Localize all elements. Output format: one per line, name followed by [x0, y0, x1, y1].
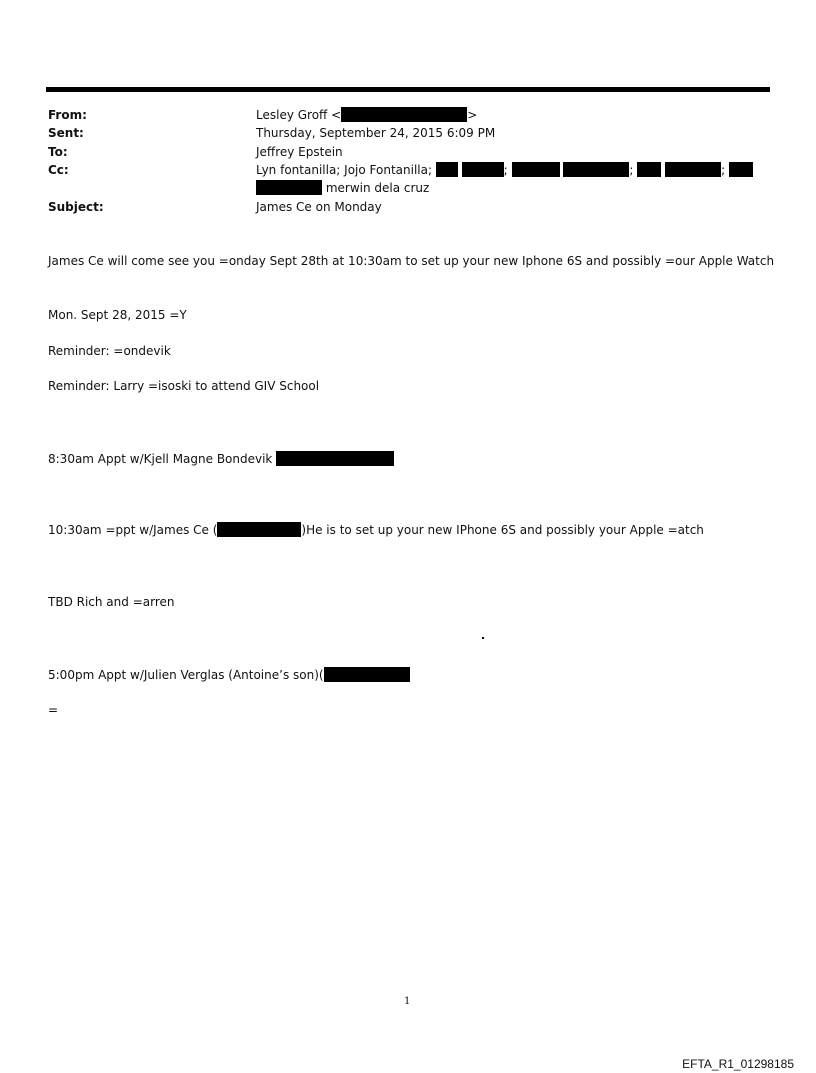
stray-dot — [482, 637, 484, 639]
redaction-block — [324, 667, 410, 682]
redaction-block — [341, 107, 467, 122]
redaction-block — [512, 162, 560, 177]
redaction-block — [637, 162, 661, 177]
redaction-block — [563, 162, 629, 177]
body-intro: James Ce will come see you =onday Sept 28th at 10:30am to set up your new Iphone 6S and possibly =our Apple Watch — [48, 254, 775, 268]
body-trailer: = — [48, 703, 59, 717]
cc-separator: ; — [503, 163, 508, 177]
body-appt-2 — [48, 521, 704, 539]
to-value: Jeffrey Epstein — [256, 145, 343, 159]
body-reminder-1: Reminder: =ondevik — [48, 344, 171, 358]
redaction-block — [436, 162, 458, 177]
subject-value: James Ce on Monday — [256, 200, 382, 214]
from-label: From: — [48, 108, 87, 122]
cc-separator: ; — [629, 163, 634, 177]
cc-value-line2 — [256, 179, 429, 197]
appt-3-text: 5:00pm Appt w/Julien Verglas (Antoine’s son)( — [48, 668, 324, 682]
cc-label: Cc: — [48, 163, 69, 177]
subject-label: Subject: — [48, 200, 104, 214]
appt-2-text-b: )He is to set up your new IPhone 6S and possibly your Apple =atch — [301, 523, 704, 537]
redaction-block — [256, 180, 322, 195]
to-label: To: — [48, 145, 68, 159]
appt-1-text: 8:30am Appt w/Kjell Magne Bondevik — [48, 452, 273, 466]
from-name: Lesley Groff < — [256, 108, 342, 122]
header-rule — [46, 87, 770, 92]
cc-value-line1 — [256, 161, 753, 179]
from-close: > — [467, 108, 478, 122]
redaction-block — [729, 162, 753, 177]
cc-names-2: merwin dela cruz — [325, 181, 430, 195]
document-id: EFTA_R1_01298185 — [682, 1057, 794, 1071]
sent-label: Sent: — [48, 126, 84, 140]
from-value — [256, 106, 477, 124]
sent-value: Thursday, September 24, 2015 6:09 PM — [256, 126, 496, 140]
body-date-line: Mon. Sept 28, 2015 =Y — [48, 308, 187, 322]
redaction-block — [217, 522, 301, 537]
redaction-block — [276, 451, 394, 466]
redaction-block — [665, 162, 721, 177]
appt-2-text-a: 10:30am =ppt w/James Ce ( — [48, 523, 218, 537]
body-tbd: TBD Rich and =arren — [48, 595, 175, 609]
body-appt-3 — [48, 666, 410, 684]
cc-separator: ; — [721, 163, 726, 177]
body-reminder-2: Reminder: Larry =isoski to attend GIV School — [48, 379, 320, 393]
page-number: 1 — [404, 996, 411, 1007]
redaction-block — [462, 162, 504, 177]
cc-names: Lyn fontanilla; Jojo Fontanilla; — [256, 163, 433, 177]
body-appt-1 — [48, 450, 394, 468]
